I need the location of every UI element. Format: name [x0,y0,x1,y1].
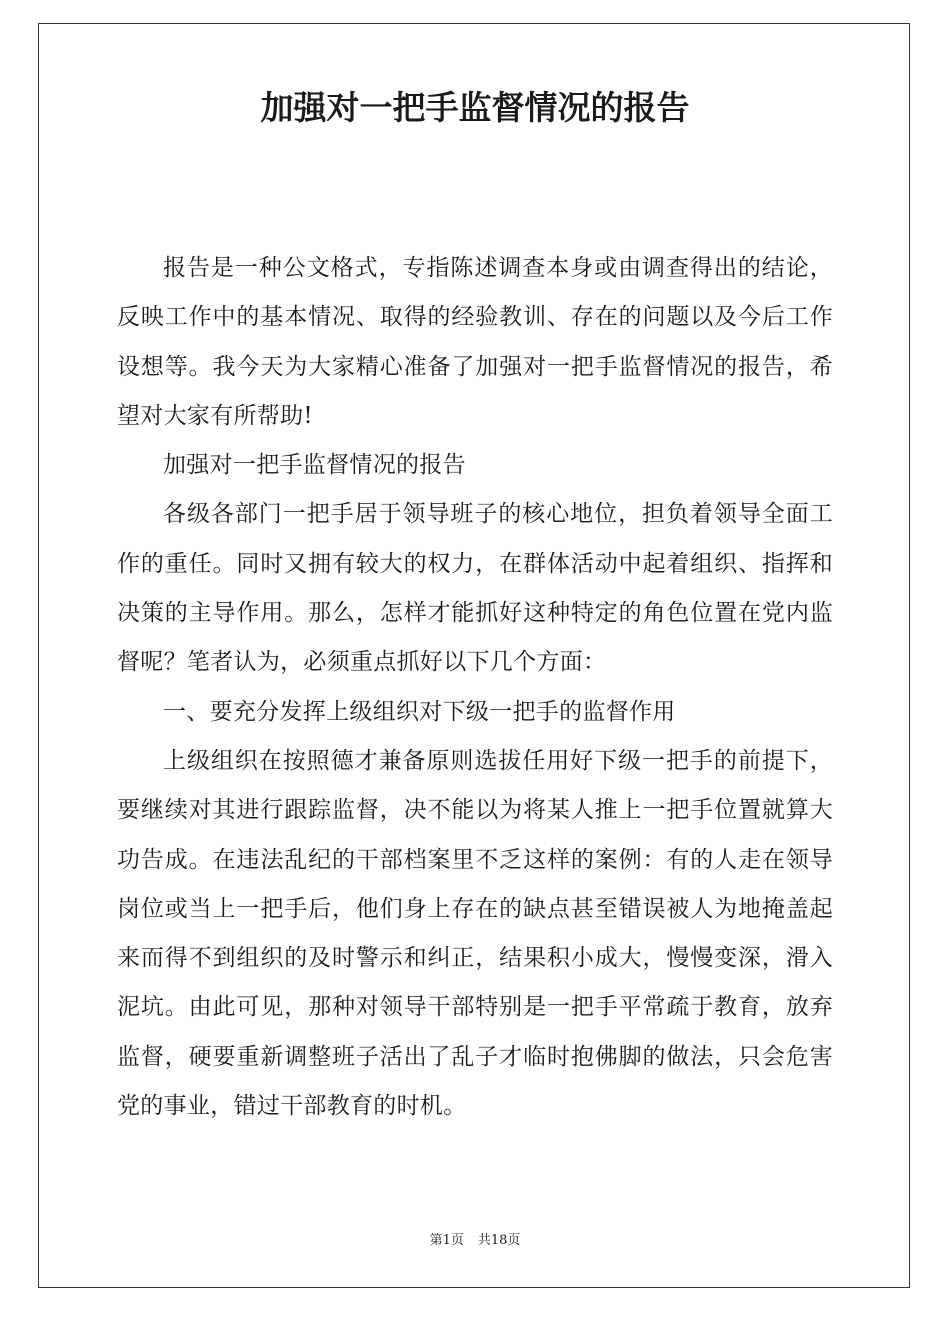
page-footer [0,1232,950,1250]
section-heading: 加强对一把手监督情况的报告 [163,452,466,479]
body-paragraph: 各级各部门一把手居于领导班子的核心地位，担负着领导全面工作的重任。同时又拥有较大的权力，在群体活动中起着组织、指挥和决策的主导作用。那么，怎样才能抓好这种特定的角色位置在党内监督呢？笔者认为，必须重点抓好以下几个方面： [117,501,833,676]
subsection-heading: 一、要充分发挥上级组织对下级一把手的监督作用 [163,698,676,725]
document-body [117,244,833,1131]
page-count: 共18页 [477,1233,521,1248]
page-number: 第1页 [429,1233,464,1248]
document-title: 加强对一把手监督情况的报告 [260,88,690,127]
body-paragraph: 上级组织在按照德才兼备原则选拔任用好下级一把手的前提下，要继续对其进行跟踪监督，决不能以为将某人推上一把手位置就算大功告成。在违法乱纪的干部档案里不乏这样的案例：有的人走在领导岗位或当上一把手后，他们身上存在的缺点甚至错误被人为地掩盖起来而得不到组织的及时警示和纠正，结果积小成大，慢慢变深，滑入泥坑。由此可见，那种对领导干部特别是一把手平常疏于教育，放弃监督，硬要重新调整班子活出了乱子才临时抱佛脚的做法，只会危害党的事业，错过干部教育的时机。 [117,747,833,1120]
intro-paragraph: 报告是一种公文格式，专指陈述调查本身或由调查得出的结论，反映工作中的基本情况、取得的经验教训、存在的问题以及今后工作设想等。我今天为大家精心准备了加强对一把手监督情况的报告，希望对大家有所帮助! [117,255,833,429]
